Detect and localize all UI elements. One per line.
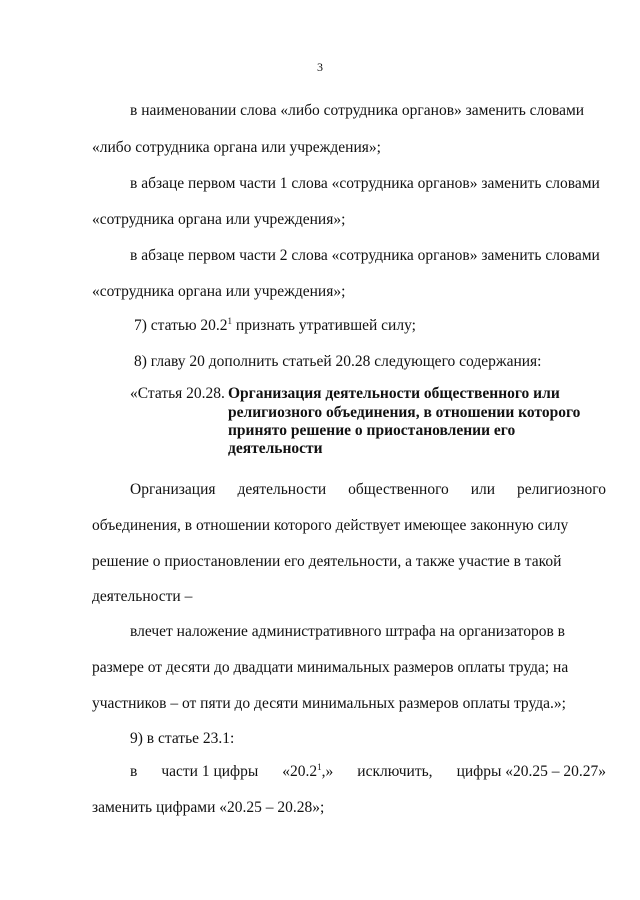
- word: общественного: [348, 481, 449, 498]
- text-line: размере от десяти до двадцати минимальных размеров оплаты труда; на: [92, 659, 569, 676]
- text-line: в наименовании слова «либо сотрудника органов» заменить словами: [130, 102, 585, 119]
- word: Организация: [130, 481, 216, 498]
- word: деятельности: [237, 481, 327, 498]
- text-line: в абзаце первом части 2 слова «сотрудника органов» заменить словами: [130, 247, 600, 264]
- text-line: [130, 762, 606, 782]
- article-title-line: принято решение о приостановлении его: [228, 422, 516, 439]
- superscript: 1: [227, 315, 233, 326]
- text-fragment: ,»: [321, 763, 334, 780]
- text-line: «либо сотрудника органа или учреждения»;: [92, 139, 381, 156]
- article-title-line: деятельности: [228, 440, 323, 457]
- text-line: заменить цифрами «20.25 – 20.28»;: [92, 799, 325, 816]
- text-line: решение о приостановлении его деятельности, а также участие в такой: [92, 553, 562, 570]
- text-fragment: «20.2: [282, 763, 318, 780]
- word: части 1 цифры: [161, 763, 259, 780]
- article-label: «Статья 20.28.: [130, 385, 225, 402]
- article-title-line: Организация деятельности общественного или: [228, 385, 560, 402]
- text-line: [130, 480, 606, 500]
- word: исключить,: [357, 763, 433, 780]
- text-line: «сотрудника органа или учреждения»;: [92, 283, 346, 300]
- word: или: [470, 481, 496, 498]
- text-fragment: признать утратившей силу;: [232, 317, 416, 334]
- word: в: [130, 763, 138, 780]
- text-fragment: 7) статью 20.2: [134, 317, 228, 334]
- word: [282, 762, 333, 782]
- superscript: 1: [317, 761, 322, 772]
- text-line: 8) главу 20 дополнить статьей 20.28 следующего содержания:: [134, 353, 542, 370]
- word: религиозного: [517, 481, 606, 498]
- text-line: в абзаце первом части 1 слова «сотрудника органов» заменить словами: [130, 175, 600, 192]
- word: цифры «20.25 – 20.27»: [456, 763, 606, 780]
- page-number: 3: [317, 60, 323, 74]
- text-line: влечет наложение административного штрафа на организаторов в: [130, 623, 565, 640]
- text-line: [134, 316, 416, 336]
- text-line: «сотрудника органа или учреждения»;: [92, 211, 346, 228]
- article-title-line: религиозного объединения, в отношении которого: [228, 404, 581, 421]
- text-line: 9) в статье 23.1:: [130, 730, 235, 747]
- text-line: деятельности –: [92, 588, 193, 605]
- text-line: объединения, в отношении которого действует имеющее законную силу: [92, 517, 569, 534]
- text-line: участников – от пяти до десяти минимальных размеров оплаты труда.»;: [92, 695, 566, 712]
